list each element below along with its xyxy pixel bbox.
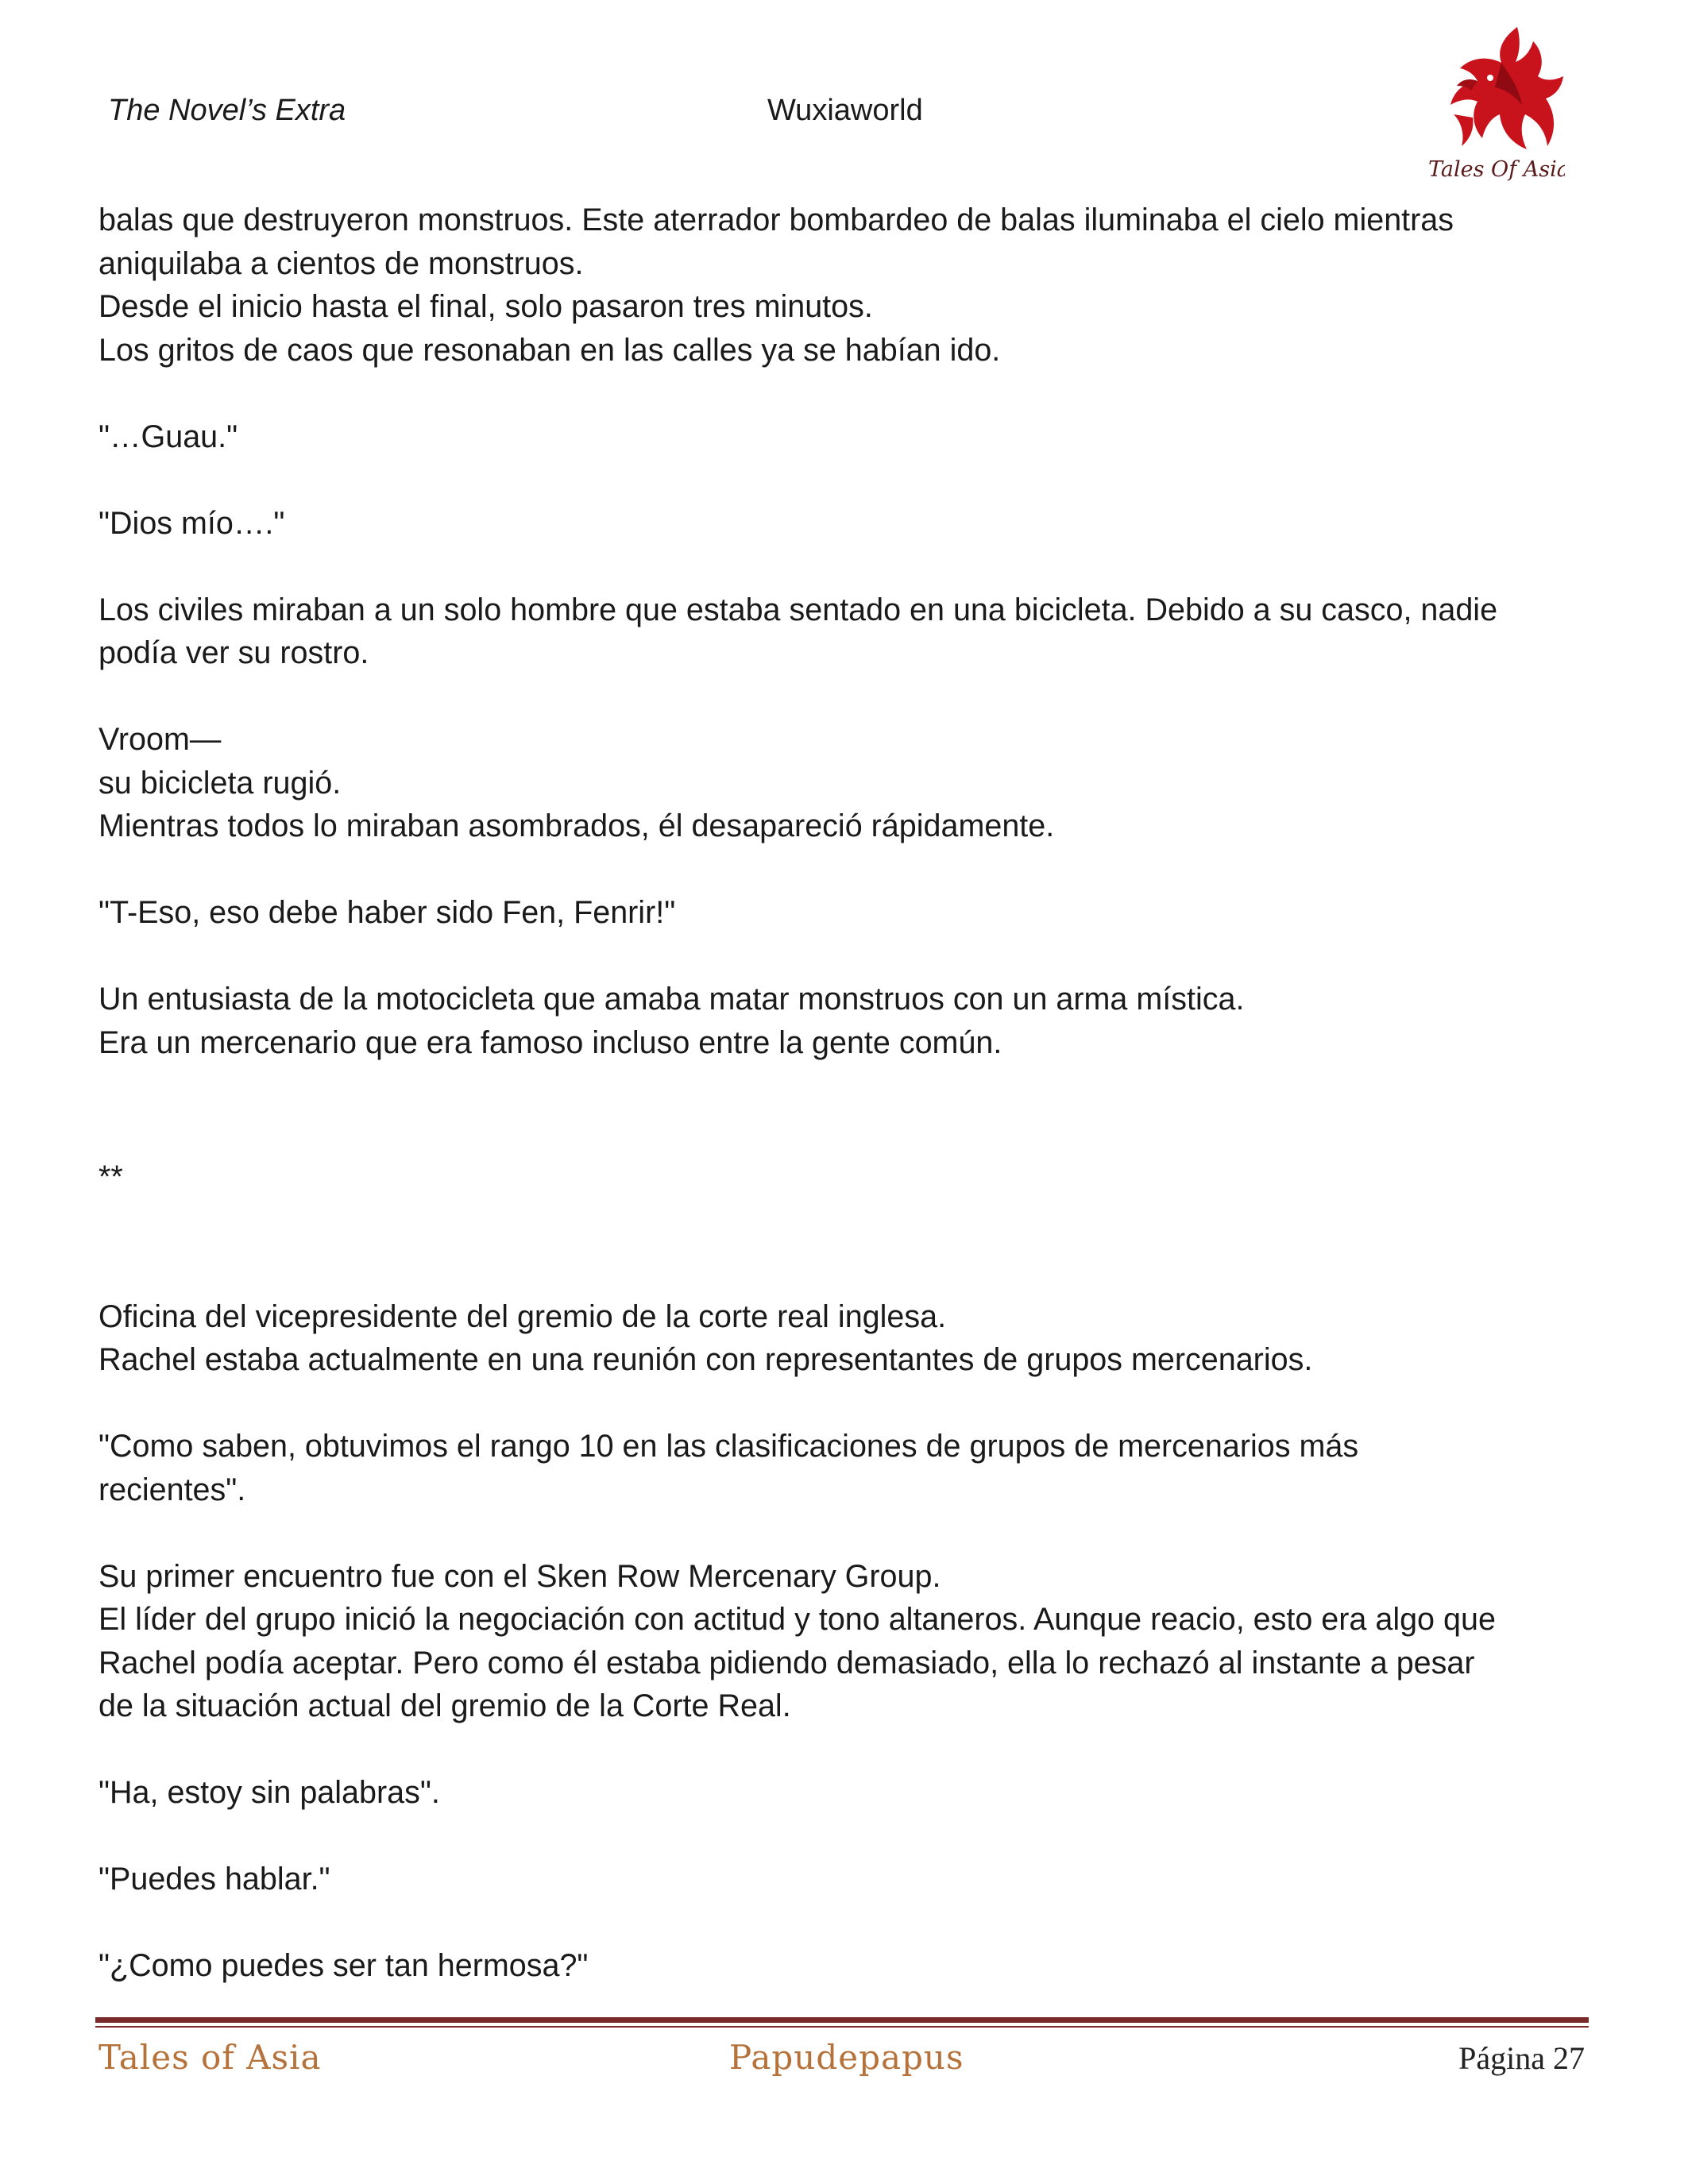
paragraph: Su primer encuentro fue con el Sken Row Mercenary Group. El líder del grupo inició la negociación con actitud y tono altaneros. Aunque reacio, esto era algo que Rachel podía aceptar. Pero como él estaba pidiendo demasiado, ella lo rechazó al instante a pesar de la situación actual del gremio de la Corte Real. [98,1558,1496,1723]
chapter-body [98,199,1592,1988]
footer-brand: Tales of Asia [98,2038,322,2077]
paragraph: "T-Eso, eso debe haber sido Fen, Fenrir!" [98,895,676,930]
paragraph: Vroom— su bicicleta rugió. Mientras todos lo miraban asombrados, él desapareció rápidamente. [98,722,1055,843]
dragon-logo-icon [1422,19,1565,186]
novel-title: The Novel’s Extra [108,94,346,127]
paragraph: "Como saben, obtuvimos el rango 10 en las clasificaciones de grupos de mercenarios más recientes". [98,1429,1359,1507]
paragraph: "Puedes hablar." [98,1862,330,1897]
paragraph: "Ha, estoy sin palabras". [98,1775,440,1810]
tales-of-asia-logo [1422,19,1565,186]
paragraph: Oficina del vicepresidente del gremio de la corte real inglesa. Rachel estaba actualmente en una reunión con representantes de grupos mercenarios. [98,1298,1313,1377]
section-break: ** [98,1160,123,1194]
footer-translator: Papudepapus [729,2038,964,2077]
page-number: Página 27 [1458,2040,1585,2076]
paragraph: balas que destruyeron monstruos. Este aterrador bombardeo de balas iluminaba el cielo mientras aniquilaba a cientos de monstruos. Desde el inicio hasta el final, solo pasaron tres minutos. Los gritos de caos que resonaban en las calles ya se habían ido. [98,203,1454,368]
paragraph: "Dios mío…." [98,505,285,541]
paragraph: "¿Como puedes ser tan hermosa?" [98,1948,589,1983]
paragraph: "…Guau." [98,419,238,454]
footer-rule-thin [95,2026,1589,2028]
logo-text: Tales Of Asia [1428,157,1565,182]
footer-rule [95,2017,1589,2023]
site-name: Wuxiaworld [767,94,923,127]
paragraph: Los civiles miraban a un solo hombre que estaba sentado en una bicicleta. Debido a su casco, nadie podía ver su rostro. [98,592,1498,670]
paragraph: Un entusiasta de la motocicleta que amaba matar monstruos con un arma mística. Era un mercenario que era famoso incluso entre la gente común. [98,982,1245,1060]
